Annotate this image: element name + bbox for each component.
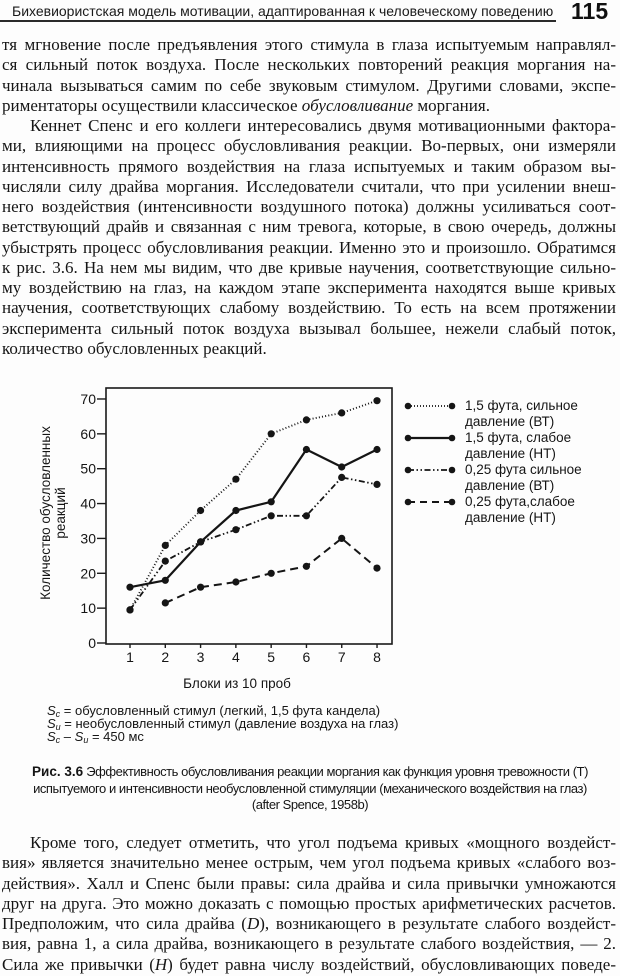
body-text-top <box>2 35 616 359</box>
text-segment: Сила же привычки ( <box>2 954 155 974</box>
text-segment: ), возникающего в результате слабого воздейст- <box>259 914 616 934</box>
operator: – <box>60 729 75 745</box>
variable-d: D <box>246 914 260 934</box>
legend-entry <box>404 462 614 494</box>
legend-label: 0,25 фута сильное давление (ВТ) <box>465 462 582 493</box>
series-4 <box>162 535 381 607</box>
text-line: тя мгновение после предъявления этого стимула в глаза испытуемым направлял- <box>2 35 616 54</box>
legend-label: 1,5 фута, слабое давление (НТ) <box>465 430 572 461</box>
symbol: S <box>74 729 84 745</box>
subscript: c <box>55 709 61 719</box>
text-line <box>2 955 616 975</box>
y-tick-label: 50 <box>80 460 96 477</box>
note-text: = обусловленный стимул (легкий, 1,5 фута кандела) <box>60 703 381 718</box>
data-point <box>303 416 310 423</box>
y-tick-label: 30 <box>80 530 96 547</box>
data-point <box>338 409 345 416</box>
legend-entry <box>404 494 614 526</box>
data-point <box>126 606 133 613</box>
x-tick-label: 8 <box>373 649 381 665</box>
data-point <box>268 430 275 437</box>
text-line: чинала вызываться самим по себе звуковым стимулом. Другими словами, экспе- <box>2 75 616 95</box>
data-point <box>197 584 204 591</box>
y-axis-title: Количество обусловленных реакций <box>38 426 68 600</box>
plot-frame <box>106 388 392 644</box>
data-point <box>268 512 275 519</box>
data-point <box>303 563 310 570</box>
text-line: действия». Халл и Спенс были правы: сила драйва и сила привычки умножаются <box>2 873 616 893</box>
body-text-bottom <box>2 833 616 975</box>
legend-swatch-dotted <box>404 401 456 411</box>
text-line: друг на друга. Это можно доказать с помощью простых арифметических расчетов. <box>2 893 616 913</box>
text-line: му воздействию на глаз, на каждом этапе эксперимента находятся выше кривых <box>2 278 616 298</box>
paragraph <box>2 116 616 359</box>
text-line: ся сильный поток воздуха. После нескольких повторений реакция моргания на- <box>2 55 616 75</box>
data-point <box>162 599 169 606</box>
subscript: u <box>83 735 89 746</box>
data-point <box>303 512 310 519</box>
data-point <box>197 507 204 514</box>
x-tick-label: 2 <box>161 649 170 665</box>
data-point <box>162 577 169 584</box>
data-point <box>162 542 169 549</box>
data-point <box>268 498 275 505</box>
text-segment: риментаторы осуществили классическое <box>2 95 302 115</box>
data-point <box>232 507 239 514</box>
text-line: количество обусловленных реакций. <box>2 338 267 358</box>
legend-entry <box>404 398 614 430</box>
text-line <box>2 914 616 934</box>
caption-line: испытуемого и интенсивности необусловленной стимуляции (механического воздействия на глаз) <box>33 780 587 796</box>
data-point <box>162 558 169 565</box>
text-line: эксперимента сильный поток воздуха вызывал большее, нежели слабый поток, <box>2 318 616 338</box>
text-line <box>2 96 616 116</box>
data-point <box>232 476 239 483</box>
symbol: S <box>47 729 56 745</box>
text-line: интенсивность прямого воздействия на глаза испытуемых и таким образом вы- <box>2 156 616 176</box>
legend-swatch-dashed <box>404 497 456 507</box>
data-point <box>373 397 380 404</box>
paragraph <box>2 35 616 116</box>
series-2 <box>126 446 380 591</box>
y-tick-label: 40 <box>80 495 96 512</box>
page-number: 115 <box>571 0 609 24</box>
series-line <box>130 450 377 588</box>
data-point <box>126 584 133 591</box>
emphasized-term: обусловливание <box>301 95 414 115</box>
y-tick-label: 10 <box>80 600 96 617</box>
text-segment: моргания. <box>413 95 490 115</box>
note-text: = 450 мс <box>88 729 144 745</box>
y-tick-label: 60 <box>80 425 96 442</box>
figure-caption <box>0 764 620 814</box>
chart-legend <box>404 398 614 526</box>
subscript: u <box>55 722 61 733</box>
x-tick-label: 1 <box>126 649 134 665</box>
header-rule <box>0 20 556 22</box>
x-tick-label: 4 <box>231 649 240 665</box>
data-point <box>232 578 239 585</box>
running-header-title: Бихевиористская модель мотивации, адаптированная к человеческому поведению <box>12 3 554 19</box>
text-line: ми, влияющими на процесс обусловливания реакции. Во-первых, они измеряли <box>2 136 616 156</box>
x-axis-title: Блоки из 10 проб <box>183 676 291 691</box>
legend-entry <box>404 430 614 462</box>
data-point <box>373 446 380 453</box>
legend-swatch-dash-dot-dot <box>404 465 456 475</box>
text-line: числяли силу драйва моргания. Исследователи считали, что при усилении внеш- <box>2 176 616 196</box>
data-point <box>373 565 380 572</box>
data-point <box>303 446 310 453</box>
data-point <box>197 538 204 545</box>
text-line: него воздействия (интенсивности воздушного потока) должны усиливаться соот- <box>2 197 616 217</box>
note-line <box>47 729 398 746</box>
caption-line: (after Spence, 1958b) <box>251 797 369 813</box>
text-line: убыстрять процесс обусловливания реакции. Именно это и произошло. Обратимся <box>2 237 616 257</box>
note-text: = необусловленный стимул (давление воздуха на глаз) <box>60 716 399 732</box>
legend-swatch-solid <box>404 433 456 443</box>
symbol: S <box>47 703 56 718</box>
text-segment: Предположим, что сила драйва ( <box>2 914 247 934</box>
figure-notes <box>47 704 398 744</box>
data-point <box>338 474 345 481</box>
text-line: научения, соответствующих слабому воздействию. То есть на всем протяжении <box>2 298 616 318</box>
data-point <box>268 570 275 577</box>
subscript: c <box>55 735 61 746</box>
data-point <box>373 481 380 488</box>
paragraph <box>2 833 616 975</box>
data-point <box>338 463 345 470</box>
y-tick-label: 0 <box>88 635 96 651</box>
text-segment: ) будет равна числу воздействий, обусловливающих поведе- <box>167 954 616 974</box>
figure-label: Рис. 3.6 <box>32 764 84 779</box>
symbol: S <box>47 716 56 732</box>
text-line: Кеннет Спенс и его коллеги интересовались двумя мотивационными фактора- <box>30 116 616 136</box>
text-line: Кроме того, следует отметить, что угол подъема кривых «мощного воздейст- <box>30 833 616 852</box>
text-line: вия, равна 1, а сила драйва, возникающего в результате слабого воздействия, — 2. <box>2 934 616 954</box>
data-point <box>232 526 239 533</box>
data-point <box>338 535 345 542</box>
x-tick-label: 5 <box>267 649 276 665</box>
caption-text: Эффективность обусловливания реакции моргания как функция уровня тревожности (Т) <box>83 764 588 779</box>
legend-label: 1,5 фута, сильное давление (ВТ) <box>465 398 578 429</box>
text-line: к рис. 3.6. На нем мы видим, что две кривые научения, соответствующие сильно- <box>2 257 616 277</box>
legend-label: 0,25 фута,слабое давление (НТ) <box>465 494 575 525</box>
x-tick-label: 7 <box>337 649 346 665</box>
x-tick-label: 3 <box>196 649 205 665</box>
variable-h: H <box>154 954 168 974</box>
x-tick-label: 6 <box>302 649 311 665</box>
text-line: ветствующий драйв и связанная с ним тревога, которые, в свою очередь, должны <box>2 217 616 237</box>
y-tick-label: 20 <box>80 565 96 582</box>
caption-line <box>0 764 620 781</box>
y-tick-label: 70 <box>80 390 96 407</box>
text-line: вия» является значительно менее острым, чем угол подъема кривых «слабого воз- <box>2 853 616 873</box>
